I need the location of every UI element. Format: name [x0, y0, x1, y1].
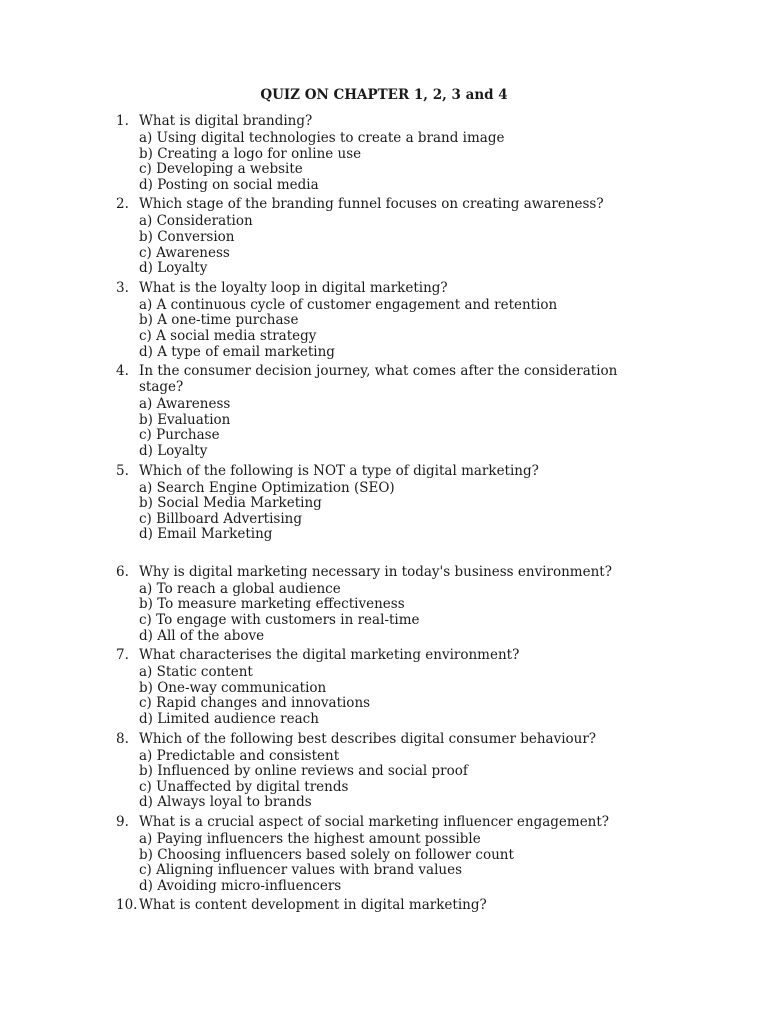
question-item — [116, 731, 656, 811]
answer-options — [139, 582, 656, 644]
question-line — [116, 731, 656, 747]
answer-option: a) Using digital technologies to create a brand image — [139, 130, 505, 146]
question-number: 1. — [116, 113, 129, 129]
question-number: 9. — [116, 814, 129, 830]
answer-option: a) Search Engine Optimization (SEO) — [139, 479, 395, 496]
question-text: In the consumer decision journey, what comes after the consideration stage? — [139, 363, 618, 396]
question-text: What characterises the digital marketing environment? — [139, 647, 520, 664]
answer-option: a) To reach a global audience — [139, 580, 341, 597]
answer-option: d) Always loyal to brands — [139, 794, 312, 811]
answer-option: d) Loyalty — [139, 260, 208, 277]
question-line — [116, 897, 656, 913]
answer-option: c) Billboard Advertising — [139, 510, 302, 527]
question-number: 5. — [116, 462, 129, 479]
question-text: Which of the following is NOT a type of digital marketing? — [139, 462, 539, 479]
question-number: 3. — [116, 279, 129, 296]
answer-options — [139, 481, 656, 543]
answer-option: b) Social Media Marketing — [139, 495, 322, 512]
answer-option: d) Avoiding micro-influencers — [139, 877, 342, 894]
answer-option: a) Consideration — [139, 213, 253, 230]
question-number: 4. — [116, 363, 129, 380]
answer-option: d) Posting on social media — [139, 176, 319, 193]
answer-option: b) Choosing influencers based solely on follower count — [139, 846, 514, 863]
answer-option: d) A type of email marketing — [139, 343, 335, 360]
question-number: 6. — [116, 563, 129, 580]
answer-option: c) To engage with customers in real-time — [139, 612, 420, 629]
answer-option: b) To measure marketing effectiveness — [139, 596, 405, 613]
question-item — [116, 814, 656, 894]
question-line — [116, 280, 656, 296]
question-number: 2. — [116, 196, 129, 213]
answer-option: b) One-way communication — [139, 679, 327, 696]
answer-option: d) Email Marketing — [139, 526, 273, 543]
answer-options — [139, 131, 656, 193]
question-item — [116, 647, 656, 727]
answer-options — [139, 749, 656, 811]
question-line — [116, 113, 656, 129]
question-text: Why is digital marketing necessary in today's business environment? — [139, 563, 612, 580]
answer-option: a) Paying influencers the highest amount possible — [139, 831, 481, 847]
answer-option: b) A one-time purchase — [139, 312, 299, 329]
answer-option: d) All of the above — [139, 627, 265, 644]
question-text: What is digital branding? — [139, 113, 313, 129]
question-number: 8. — [116, 730, 129, 747]
answer-option: a) Awareness — [139, 396, 231, 413]
answer-options — [139, 397, 656, 459]
question-line — [116, 363, 656, 395]
answer-option: b) Creating a logo for online use — [139, 145, 362, 162]
question-text: What is a crucial aspect of social marketing influencer engagement? — [139, 814, 610, 830]
answer-option: c) Developing a website — [139, 161, 303, 178]
question-text: What is content development in digital marketing? — [139, 897, 487, 914]
question-text: Which of the following best describes digital consumer behaviour? — [139, 730, 597, 747]
question-line — [116, 647, 656, 663]
answer-options — [139, 298, 656, 360]
answer-option: d) Loyalty — [139, 442, 208, 459]
answer-option: c) Rapid changes and innovations — [139, 695, 371, 712]
answer-option: b) Evaluation — [139, 411, 231, 428]
answer-option: b) Influenced by online reviews and social proof — [139, 763, 468, 780]
question-item — [116, 463, 656, 543]
answer-option: a) Static content — [139, 664, 253, 681]
answer-option: d) Limited audience reach — [139, 711, 319, 728]
question-number: 10. — [116, 897, 138, 914]
question-item — [116, 280, 656, 360]
question-item — [116, 897, 656, 913]
answer-option: c) A social media strategy — [139, 327, 317, 344]
question-list — [116, 113, 656, 916]
question-text: Which stage of the branding funnel focuses on creating awareness? — [139, 196, 604, 213]
question-number: 7. — [116, 647, 129, 664]
question-item — [116, 113, 656, 193]
answer-option: a) Predictable and consistent — [139, 747, 340, 764]
answer-option: c) Purchase — [139, 427, 220, 444]
answer-option: c) Awareness — [139, 244, 230, 261]
answer-options — [139, 665, 656, 727]
question-item — [116, 363, 656, 459]
question-item — [116, 196, 656, 276]
answer-options — [139, 214, 656, 276]
answer-option: b) Conversion — [139, 228, 235, 245]
answer-option: c) Aligning influencer values with brand values — [139, 862, 463, 879]
question-line — [116, 814, 656, 830]
question-text: What is the loyalty loop in digital marketing? — [139, 279, 448, 296]
answer-option: c) Unaffected by digital trends — [139, 778, 349, 795]
answer-options — [139, 832, 656, 894]
question-line — [116, 196, 656, 212]
page-title: QUIZ ON CHAPTER 1, 2, 3 and 4 — [260, 87, 508, 103]
question-item — [116, 564, 656, 644]
question-line — [116, 564, 656, 580]
answer-option: a) A continuous cycle of customer engagement and retention — [139, 296, 558, 313]
question-line — [116, 463, 656, 479]
